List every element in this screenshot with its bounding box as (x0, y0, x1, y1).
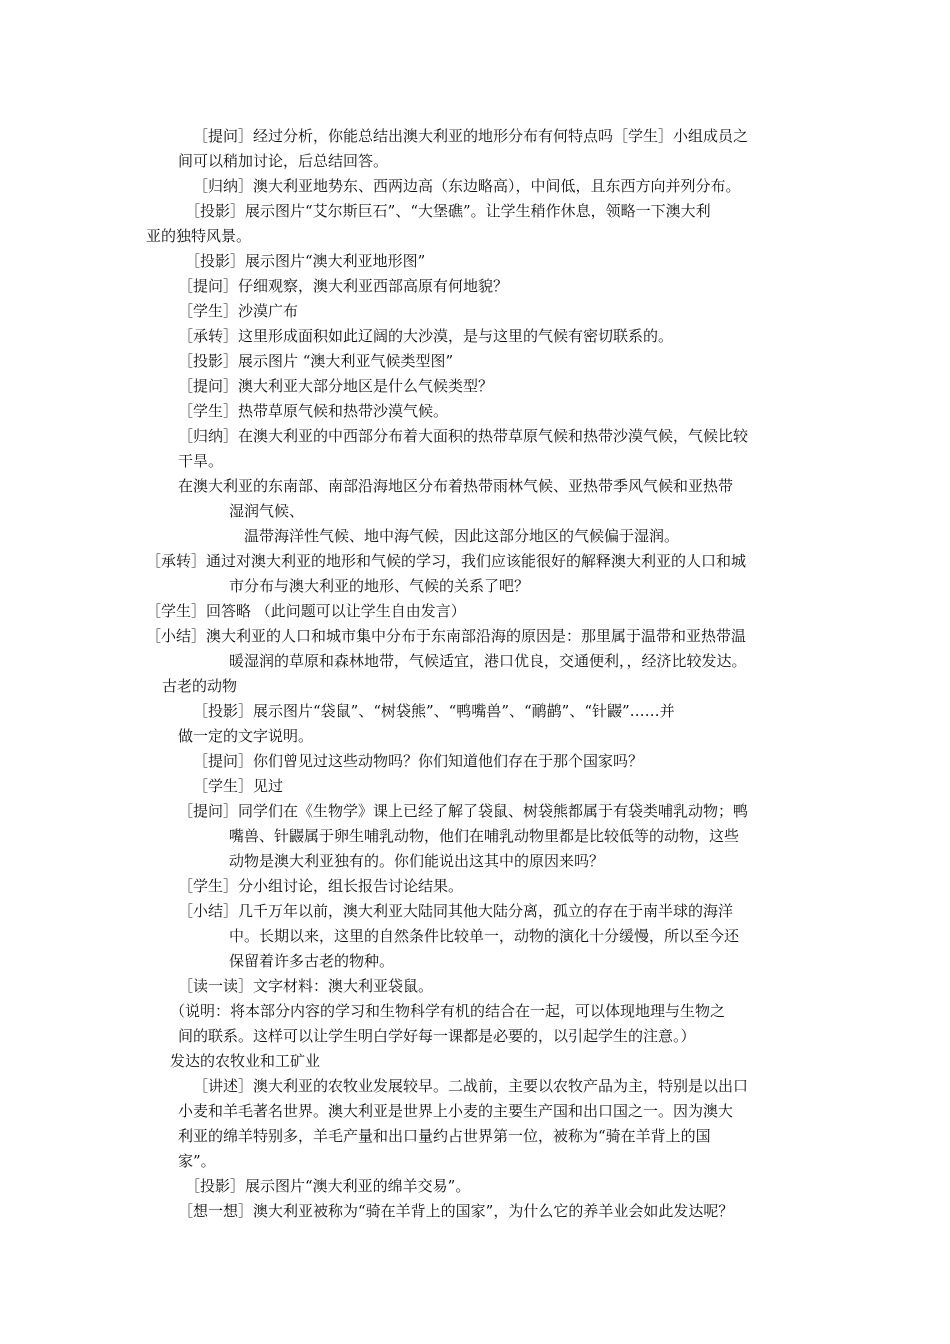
text-line: 利亚的绵羊特别多，羊毛产量和出口量约占世界第一位，被称为“骑在羊背上的国 (178, 1127, 711, 1145)
text-line: ［投影］展示图片“艾尔斯巨石”、“大堡礁”。让学生稍作休息，领略一下澳大利 (185, 202, 711, 220)
text-line: ［学生］热带草原气候和热带沙漠气候。 (178, 402, 449, 420)
text-line: 保留着许多古老的物种。 (229, 952, 395, 970)
text-line: 动物是澳大利亚独有的。你们能说出这其中的原因来吗？ (229, 852, 605, 870)
text-line: ［小结］澳大利亚的人口和城市集中分布于东南部沿海的原因是：那里属于温带和亚热带温 (146, 627, 747, 645)
text-line: 亚的独特风景。 (146, 227, 252, 245)
text-line: ［提问］仔细观察，澳大利亚西部高原有何地貌？ (178, 277, 509, 295)
text-line: ［讲述］澳大利亚的农牧业发展较早。二战前，主要以农牧产品为主，特别是以出口 (193, 1077, 749, 1095)
text-line: ［投影］展示图片“袋鼠”、“树袋熊”、“鸭嘴兽”、“鸸鹋”、“针鼹”……并 (193, 702, 675, 720)
text-line: ［提问］同学们在《生物学》课上已经了解了袋鼠、树袋熊都属于有袋类哺乳动物；鸭 (178, 802, 749, 820)
text-line: 温带海洋性气候、地中海气候，因此这部分地区的气候偏于湿润。 (244, 527, 680, 545)
text-line: 间可以稍加讨论，后总结回答。 (178, 152, 389, 170)
section-heading: 古老的动物 (162, 677, 238, 695)
text-line: ［提问］经过分析，你能总结出澳大利亚的地形分布有何特点吗［学生］小组成员之 (193, 127, 749, 145)
text-line: ［读一读］文字材料：澳大利亚袋鼠。 (178, 977, 434, 995)
section-heading: 发达的农牧业和工矿业 (170, 1052, 321, 1070)
text-line: ［提问］澳大利亚大部分地区是什么气候类型？ (178, 377, 494, 395)
text-line: 湿润气候、 (229, 502, 305, 520)
text-line: 中。长期以来，这里的自然条件比较单一，动物的演化十分缓慢，所以至今还 (229, 927, 740, 945)
text-line: ［提问］你们曾见过这些动物吗？你们知道他们存在于那个国家吗？ (193, 752, 644, 770)
text-line: 在澳大利亚的东南部、南部沿海地区分布着热带雨林气候、亚热带季风气候和亚热带 (178, 477, 734, 495)
text-line: ［想一想］澳大利亚被称为“骑在羊背上的国家”，为什么它的养羊业会如此发达呢？ (178, 1202, 734, 1220)
text-line: ［投影］展示图片 “澳大利亚气候类型图” (178, 352, 454, 370)
text-line: ［学生］回答略 （此问题可以让学生自由发言） (146, 602, 466, 620)
text-line: 间的联系。这样可以让学生明白学好每一课都是必要的，以引起学生的注意。） (178, 1027, 696, 1045)
text-line: ［归纳］澳大利亚地势东、西两边高（东边略高），中间低，且东西方向并列分布。 (193, 177, 741, 195)
text-line: ［学生］分小组讨论，组长报告讨论结果。 (178, 877, 464, 895)
text-line: ［学生］见过 (193, 777, 284, 795)
text-line: ［承转］这里形成面积如此辽阔的大沙漠，是与这里的气候有密切联系的。 (178, 327, 674, 345)
text-line: 暖湿润的草原和森林地带，气候适宜，港口优良，交通便利，，经济比较发达。 (229, 652, 747, 670)
text-line: 干旱。 (178, 452, 224, 470)
text-line: ［小结］几千万年以前，澳大利亚大陆同其他大陆分离，孤立的存在于南半球的海洋 (178, 902, 734, 920)
text-line: ［投影］展示图片“澳大利亚的绵羊交易”。 (185, 1177, 471, 1195)
text-line: ［归纳］在澳大利亚的中西部分布着大面积的热带草原气候和热带沙漠气候，气候比较 (178, 427, 749, 445)
text-line: ［投影］展示图片“澳大利亚地形图” (185, 252, 426, 270)
text-line: （说明：将本部分内容的学习和生物科学有机的结合在一起，可以体现地理与生物之 (170, 1002, 726, 1020)
text-line: 家”。 (178, 1152, 216, 1170)
text-line: 市分布与澳大利亚的地形、气候的关系了吧？ (229, 577, 530, 595)
text-line: 嘴兽、针鼹属于卵生哺乳动物，他们在哺乳动物里都是比较低等的动物，这些 (229, 827, 740, 845)
text-line: ［承转］通过对澳大利亚的地形和气候的学习，我们应该能很好的解释澳大利亚的人口和城 (146, 552, 747, 570)
text-line: 做一定的文字说明。 (178, 727, 314, 745)
text-line: 小麦和羊毛著名世界。澳大利亚是世界上小麦的主要生产国和出口国之一。因为澳大 (178, 1102, 734, 1120)
text-line: ［学生］沙漠广布 (178, 302, 299, 320)
